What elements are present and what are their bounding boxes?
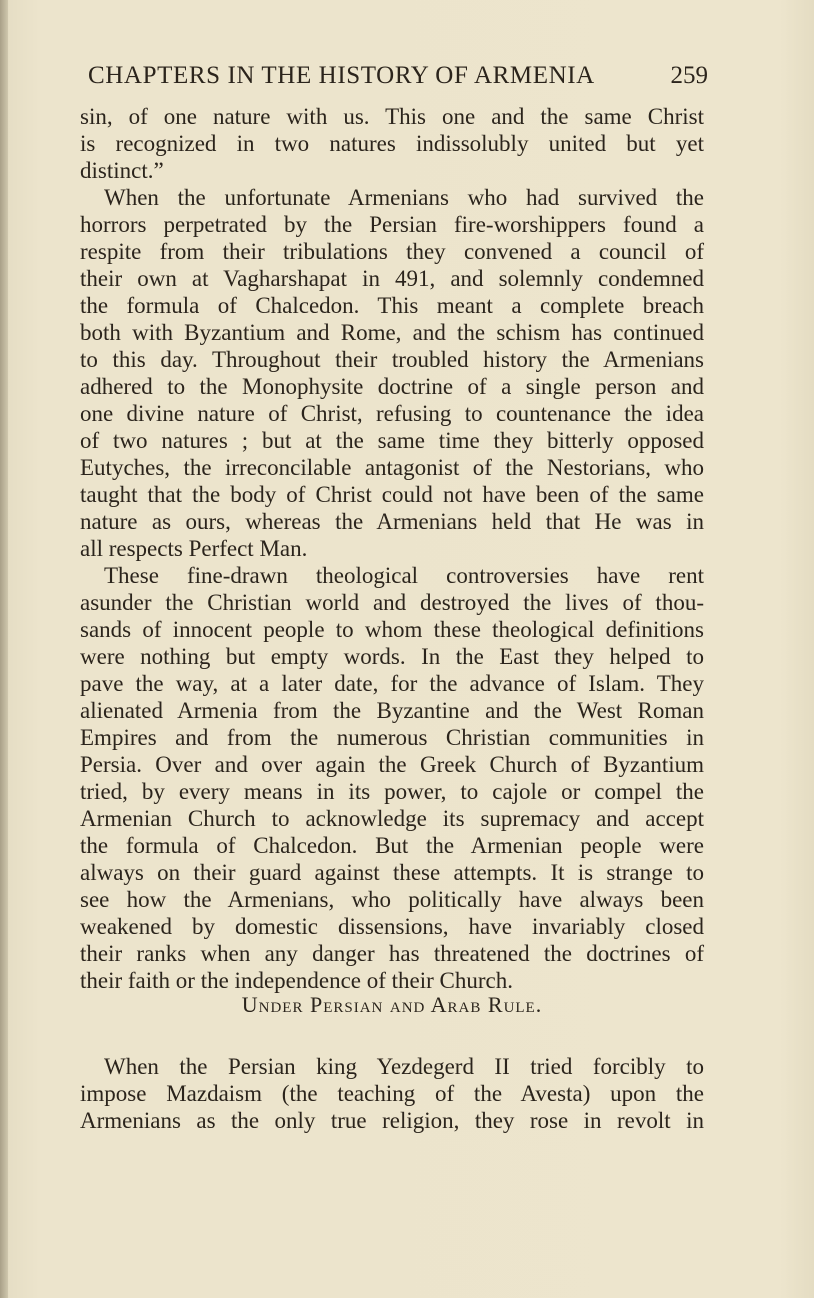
text-line: alienated Armenia from the Byzantine and the West Roman [80,698,704,723]
text-line: the formula of Chalcedon. But the Armenian people were [80,833,704,858]
text-line: Armenians as the only true religion, they rose in revolt in [80,1108,704,1133]
text-line: sin, of one nature with us. This one and the same Christ [80,104,704,129]
text-line: see how the Armenians, who politically have always been [80,887,704,912]
text-line: of two natures ; but at the same time they bitterly opposed [80,428,704,453]
text-line: pave the way, at a later date, for the advance of Islam. They [80,671,704,696]
text-line: impose Mazdaism (the teaching of the Avesta) upon the [80,1081,704,1106]
text-line: the formula of Chalcedon. This meant a complete breach [80,293,704,318]
page-number: 259 [670,62,708,89]
running-title: CHAPTERS IN THE HISTORY OF ARMENIA [88,62,595,89]
text-line: asunder the Christian world and destroyed the lives of thou- [80,590,704,615]
text-line: were nothing but empty words. In the East they helped to [80,644,704,669]
text-line: their ranks when any danger has threatened the doctrines of [80,941,704,966]
text-line: When the Persian king Yezdegerd II tried forcibly to [104,1054,704,1079]
text-line: Armenian Church to acknowledge its supremacy and accept [80,806,704,831]
text-line: to this day. Throughout their troubled history the Armenians [80,347,704,372]
binding-gutter [0,0,8,1298]
text-line: respite from their tribulations they convened a council of [80,239,704,264]
text-line: Persia. Over and over again the Greek Church of Byzantium [80,752,704,777]
text-line: always on their guard against these attempts. It is strange to [80,860,704,885]
running-header [88,62,708,96]
text-line: sands of innocent people to whom these theological definitions [80,617,704,642]
text-line: Empires and from the numerous Christian communities in [80,725,704,750]
text-line: Eutyches, the irreconcilable antagonist of the Nestorians, who [80,455,704,480]
text-line: When the unfortunate Armenians who had survived the [104,185,704,210]
text-line: all respects Perfect Man. [80,536,308,561]
text-line: nature as ours, whereas the Armenians held that He was in [80,509,704,534]
text-line: is recognized in two natures indissolubly united but yet [80,131,704,156]
text-line: weakened by domestic dissensions, have invariably closed [80,914,704,939]
text-line: horrors perpetrated by the Persian fire-worshippers found a [80,212,704,237]
text-line: both with Byzantium and Rome, and the schism has continued [80,320,704,345]
section-heading: Under Persian and Arab Rule. [241,992,543,1017]
text-line: distinct.” [80,158,164,183]
text-line: their own at Vagharshapat in 491, and solemnly condemned [80,266,704,291]
text-line: These fine-drawn theological controversies have rent [104,563,704,588]
text-line: tried, by every means in its power, to cajole or compel the [80,779,704,804]
body-text [80,103,704,994]
text-line: taught that the body of Christ could not have been of the same [80,482,704,507]
section-body-text [80,1053,704,1134]
text-line: one divine nature of Christ, refusing to countenance the idea [80,401,704,426]
text-line: adhered to the Monophysite doctrine of a single person and [80,374,704,399]
text-line: their faith or the independence of their Church. [80,968,514,993]
